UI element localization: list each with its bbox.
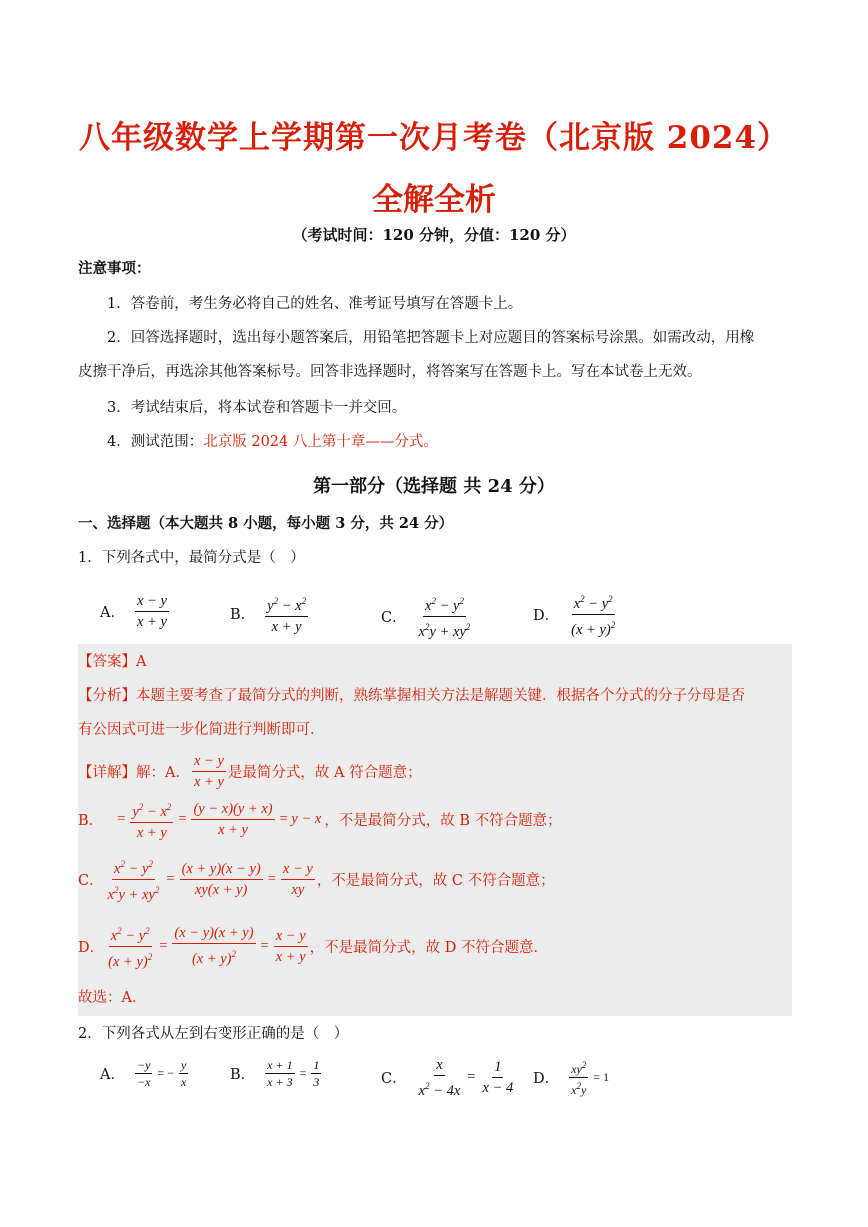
q1-option-d[interactable]: D． $\frac{x^2 - y^2}{(x + y)^2}$ [533, 590, 619, 639]
q1-detail-a: 【详解】解：A． $\frac{x - y}{x + y}$ 是最简分式，故 A 符合题意； [78, 753, 422, 790]
notice-item-4-prefix: 4．测试范围： [107, 434, 204, 450]
exam-info: （考试时间：120 分钟，分值：120 分） [292, 226, 576, 244]
q2-option-d[interactable]: D． $\frac{xy^2}{x^2y}$ = 1 [533, 1060, 610, 1097]
q1-option-a[interactable]: A． $\frac{x - y}{x + y}$ [100, 593, 167, 630]
q2-option-c[interactable]: C． $\frac{x}{x^2 - 4x}$ = $\frac{1}{x - 4}$ [381, 1057, 514, 1099]
q1-answer: 【答案】A [78, 654, 147, 670]
q2-option-b[interactable]: B． $\frac{x + 1}{x + 3}$ = $\frac{1}{3}$ [230, 1058, 320, 1089]
q1-analysis-2: 有公因式可进一步化简进行判断即可． [78, 722, 325, 738]
notice-item-4 [107, 432, 438, 452]
q2-option-a[interactable]: A． $\frac{-y}{-x}$ = − $\frac{y}{x}$ [100, 1058, 187, 1089]
q1-stem: 1．下列各式中，最简分式是（ ） [78, 550, 305, 566]
q1-detail-b: B． = $\frac{y^2 - x^2}{x + y}$ = $\frac{(y - x)(y + x)}{x + y}$ = y − x ，不是最简分式，故 B 不符合题意； [78, 798, 562, 842]
section-title: 第一部分（选择题 共 24 分） [313, 476, 555, 497]
notice-item-2b: 皮擦干净后，再选涂其他答案标号。回答非选择题时，将答案写在答题卡上。写在本试卷上无效。 [78, 364, 702, 380]
part-heading: 一、选择题（本大题共 8 小题，每小题 3 分，共 24 分） [78, 515, 454, 532]
notice-item-4-value: 北京版 2024 八上第十章——分式。 [203, 434, 438, 450]
q1-detail-d: D． $\frac{x^2 - y^2}{(x + y)^2}$ = $\frac{(x - y)(x + y)}{(x + y)^2}$ = $\frac{x - y}{x + y}$ ，不是最简分式，故 D 不符合题意． [78, 922, 548, 971]
notice-item-1: 1．答卷前，考生务必将自己的姓名、准考证号填写在答题卡上。 [107, 296, 523, 312]
q1-choice: 故选：A． [78, 990, 147, 1006]
notice-item-2a: 2．回答选择题时，选出每小题答案后，用铅笔把答题卡上对应题目的答案标号涂黑。如需改动，用橡 [107, 330, 755, 346]
q1-detail-c: C． $\frac{x^2 - y^2}{x^2y + xy^2}$ = $\frac{(x + y)(x - y)}{xy(x + y)}$ = $\frac{x - y}{xy}$ ，不是最简分式，故 C 不符合题意； [78, 855, 555, 904]
q1-analysis-1: 【分析】本题主要考查了最简分式的判断，熟练掌握相关方法是解题关键．根据各个分式的分子分母是否 [78, 688, 745, 704]
q1-option-c[interactable]: C． $\frac{x^2 - y^2}{x^2y + xy^2}$ [381, 592, 474, 641]
page-title: 八年级数学上学期第一次月考卷（北京版 2024） [78, 120, 790, 156]
notice-heading: 注意事项： [78, 260, 151, 277]
q1-option-b[interactable]: B． $\frac{y^2 - x^2}{x + y}$ [230, 592, 310, 636]
q2-stem: 2．下列各式从左到右变形正确的是（ ） [78, 1026, 349, 1042]
page-subtitle: 全解全析 [372, 182, 496, 218]
notice-item-3: 3．考试结束后，将本试卷和答题卡一并交回。 [107, 400, 407, 416]
